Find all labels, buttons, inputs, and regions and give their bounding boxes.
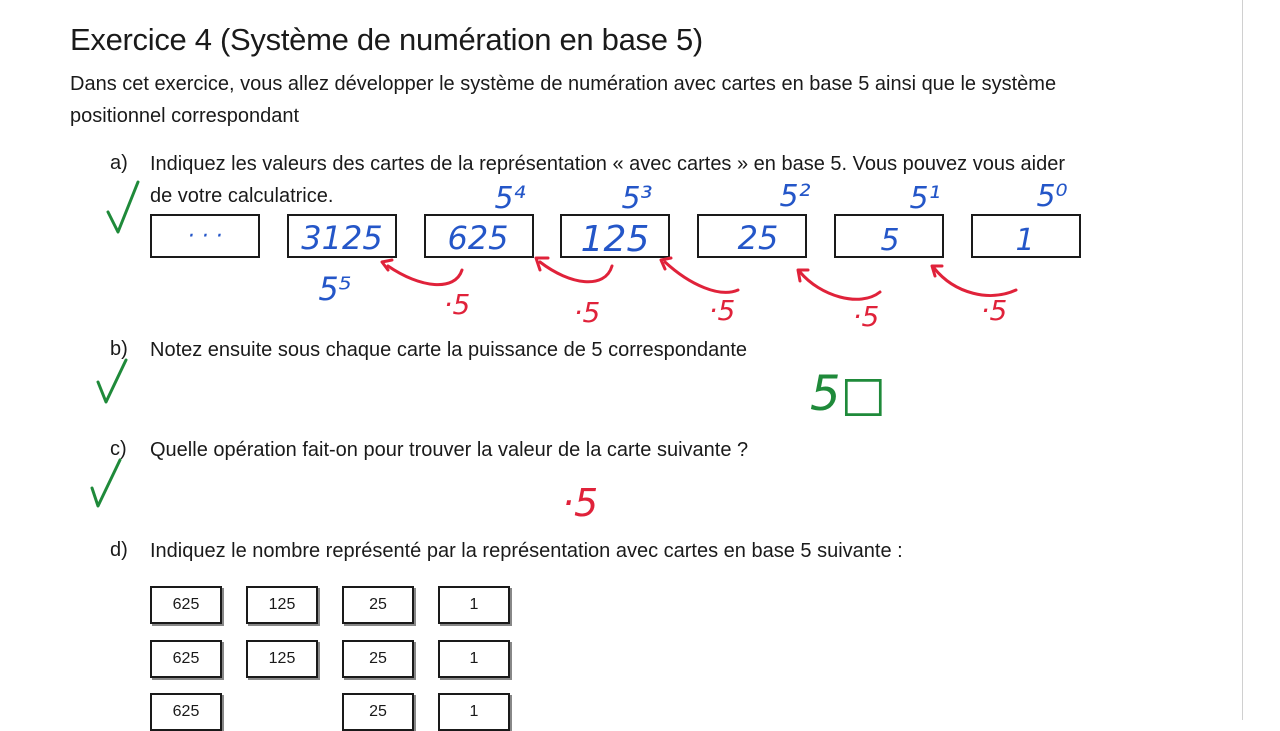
d-card: 1 — [438, 693, 510, 731]
card-slot-625 — [424, 214, 534, 258]
checkmark-icon — [108, 182, 138, 232]
hw-card-value: 5 — [880, 223, 900, 258]
page-edge-rule — [1242, 0, 1243, 720]
hw-power-label: 5⁴ — [494, 181, 526, 216]
checkmark-icon — [98, 360, 126, 402]
question-b-text: Notez ensuite sous chaque carte la puissance de 5 correspondante — [150, 339, 748, 361]
d-card: 25 — [342, 640, 414, 678]
hw-c-answer: ·5 — [561, 481, 599, 525]
hw-multiplier: ·5 — [980, 294, 1008, 327]
hw-card-value: 25 — [737, 219, 779, 257]
hw-multiplier: ·5 — [852, 300, 880, 333]
card-slot-ellipsis — [150, 214, 260, 258]
hw-multiplier: ·5 — [573, 296, 601, 329]
arrow-head — [798, 270, 808, 281]
hw-power-label-below: 5⁵ — [318, 270, 352, 308]
hw-card-value: 1 — [1015, 223, 1035, 258]
hw-power-label: 5¹ — [909, 181, 941, 216]
checkmark-icon — [92, 460, 120, 506]
d-card: 25 — [342, 693, 414, 731]
card-slot-1 — [971, 214, 1081, 258]
hw-multiplier: ·5 — [443, 288, 471, 321]
arrow-head — [932, 266, 942, 276]
hw-card-value: · · · — [187, 224, 223, 249]
card-slot-25 — [697, 214, 807, 258]
hw-power-label: 5⁰ — [1036, 179, 1068, 214]
multiply-arrow — [934, 268, 1016, 295]
card-slot-3125 — [287, 214, 397, 258]
hw-power-label: 5² — [779, 179, 811, 214]
d-card: 625 — [150, 693, 222, 731]
multiply-arrow — [388, 266, 462, 285]
hw-b-answer: 5□ — [810, 366, 886, 422]
exercise-intro: Dans cet exercice, vous allez développer le système de numération avec cartes en base 5 ainsi que le système positionnel correspondant — [70, 73, 1057, 127]
d-card: 1 — [438, 586, 510, 624]
multiply-arrow — [800, 272, 880, 299]
question-c-label: c) — [110, 438, 127, 460]
question-d-text: Indiquez le nombre représenté par la représentation avec cartes en base 5 suivante : — [150, 540, 903, 562]
multiply-arrow — [665, 262, 738, 292]
question-b-label: b) — [110, 338, 128, 360]
d-card: 625 — [150, 640, 222, 678]
question-c-text: Quelle opération fait-on pour trouver la valeur de la carte suivante ? — [150, 439, 749, 461]
multiply-arrow — [540, 262, 612, 282]
hw-power-label: 5³ — [621, 181, 653, 216]
d-card: 625 — [150, 586, 222, 624]
arrow-head — [661, 258, 671, 269]
d-card: 1 — [438, 640, 510, 678]
d-card: 125 — [246, 640, 318, 678]
exercise-title: Exercice 4 (Système de numération en base 5) — [70, 22, 703, 57]
hw-card-value: 3125 — [301, 219, 383, 257]
question-a-text: Indiquez les valeurs des cartes de la représentation « avec cartes » en base 5. Vous pouvez vous aider de votre calculatrice. — [150, 153, 1065, 207]
card-slot-125 — [560, 214, 670, 258]
question-d-label: d) — [110, 539, 128, 561]
question-a-label: a) — [110, 152, 128, 174]
arrow-head — [382, 260, 392, 270]
card-slot-5 — [834, 214, 944, 258]
d-card: 25 — [342, 586, 414, 624]
hw-card-value: 125 — [580, 219, 650, 260]
arrow-head — [536, 258, 548, 270]
hw-multiplier: ·5 — [708, 294, 736, 327]
hw-card-value: 625 — [447, 219, 509, 257]
d-card: 125 — [246, 586, 318, 624]
